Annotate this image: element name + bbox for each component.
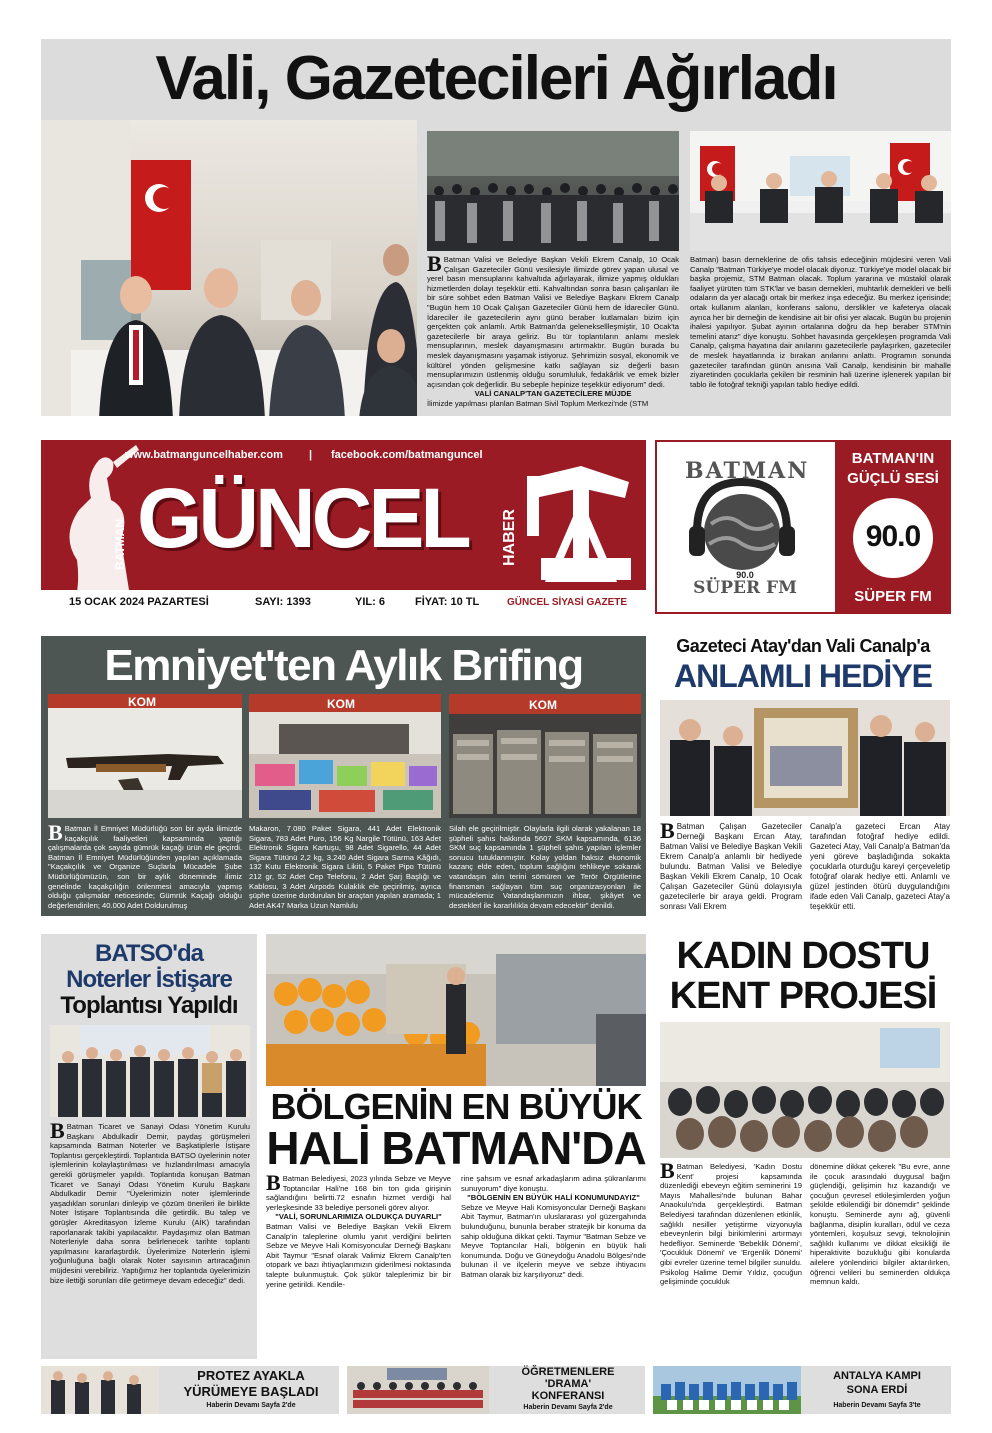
batso-text [50,1122,250,1356]
top-photo-group [427,131,679,251]
footer-teaser-1[interactable] [41,1366,339,1414]
radio-logo-bottom: SÜPER FM [693,578,797,598]
hal-col2b: Sebze ve Meyve Hali Komisyoncular Derneği Başkanı Abit Taymur, Batman'ın uluslararası yol güzergahında bulunduğunu, bununla beraber stratejik bir konuma da sahip olduğuna dikkat çekti. Taymur "Batman Sebze ve Meyve Toptancılar Hali, bölgenin en büyük hali konumunda. Doğu ve Güneydoğu Anadolu Bölgesi'nde bulunan il ve ilçelerin meyve ve sebze ihtiyacını Batman olarak biz karşılıyoruz" dedi. [461,1202,646,1279]
top-column-2: Batman) basın derneklerine de ofis tahsis edeceğinin müjdesini veren Vali Canalp "Batman Türkiye'ye model olacak diyoruz. Türkiye'ye model olacak bir başka projemiz, STM Batman olacak. Toplum yararına ve müstakil olarak faaliyet yürüten tüm STK'lar ve basın dernekleri, muhtarlık dernekleri ve belli odaların da yer alacağı ortak bir merkez inşa edeceğiz. Bu merkez içerisinde; ortak kullanım alanları, konferans salonu, derslikler ve kafeterya olacak ayrıca her bir derneğin de kendisine ait bir ofisi yer alacak. Bugün bu projenin ihalesi yapılıyor. Şubat ayının ortalarına doğru da hep beraber STM'nin temelini atarız" diye konuştu. Sohbet havasında gerçekleşen programda Vali Canalp, çalışma hayatına dair anılarını gazetecilerle paylaşırken, gazeteciler de meslek hayatlarında iz bırakan anılarını anlattı. Programın sonunda gazeteciler tarafından günün anısına Vali Canalp, kendisinin bir mahalle ziyaretinden çocuklarla çekilen bir resminin hali üzerine işlenerek yapılan bir tablo ile fotoğraf tekniği yapılan tablo hediye edildi. [690,255,951,389]
radio-logo-freq: 90.0 [736,570,754,580]
masthead-slogan: GÜNCEL SİYASİ GAZETE [507,597,628,608]
kadin-column-2: dönemine dikkat çekerek "Bu evre, anne ile çocuk arasındaki duygusal bağın güçlendiği, gelişimin hız kazandığı ve çocuğun çevresel etkileşimlerden yoğun şekilde etkilendiği bir dönemdir" şeklinde konuştu. Seminerde aynı ağ, güvenli bağlanma, disiplin kuralları, ödül ve ceza yöntemleri, koşulsuz sevgi, teknolojinin sağlıklı kullanımı ve dikkat eksikliği ile hiperaktivite bozukluğu gibi konularda ailelere yönlendirici bilgiler aktarılırken, öğrenci velileri bu seminerden oldukça memnun kaldı. [810,1162,950,1287]
brifing-photo-packs-art [449,694,641,818]
brifing-headline: Emniyet'ten Aylık Brifing [104,641,583,690]
footer-2-more[interactable]: Haberin Devamı Sayfa 2'de [523,1404,613,1411]
footer-2-title-3: KONFERANSI [531,1390,605,1402]
hal-photo-art [266,934,646,1086]
issue-number: SAYI: 1393 [255,596,311,608]
top-photo-group-art [427,131,679,251]
kom-sign-2: KOM [327,697,355,711]
atay-headline: ANLAMLI HEDİYE [674,658,932,694]
footer-1-title-2: YÜRÜMEYE BAŞLADI [183,1384,319,1399]
masthead-logo: GÜNCEL [137,471,468,565]
brifing-column-2: Makaron, 7.080 Paket Sigara, 441 Adet Elektronik Sigara, 783 Adet Puro, 156 Kg Nargile Tütünü, 163 Adet Elektronik Sigara Kartuşu, 98 Adet Sigarello, 44 Adet Sigara Tütünü 2,2 kg, 3.240 Adet Sigara Sarma Kâğıdı, 132 Kutu Elektronik Sigara Likiti, 5 Paket Pipo Tütünü 212 gr, 52 Adet Cep Telefonu, 2 Adet Şarj Başlığı ve Kablosu, 3 Adet Airpods Kulaklık ele geçirilmiş, ayrıca şüphe üzerine durdurulan bir araçtan yapılan aramada; 1 Adet AK47 Marka Uzun Namlulu [249,824,441,910]
hal-col2a: rine şahsım ve esnaf arkadaşlarım adına şükranlarımı sunuyorum" diye konuştu. [461,1174,646,1193]
top-photo-panel [690,131,951,251]
footer-3-title-1: ANTALYA KAMPI [833,1370,921,1382]
brifing-column-3: Silah ele geçirilmiştir. Olaylarla ilgili olarak yakalanan 18 şüpheli şahıs hakkında 5607 SKM kapsamında, 6136 SKM suç kapsamında 1 şüpheli şahıs yapılan işlemler sonucu tutuklanmıştır. Kolay yoldan haksız ekonomik kazanç elde eden, toplum sağlığını tehlikeye sokarak vatandaşın alın terini sömüren ve Terör Örgütlerine finansman sağlayan tüm suç organizasyonları ile mücadelemiz Vatandaşlarımızın ihbar, şikâyet ve desteklerl ile kararlılıkla devam edecektir" denildi. [449,824,641,910]
batso-dropcap: B [50,1122,65,1143]
issue-date: 15 OCAK 2024 PAZARTESİ [69,596,209,608]
hal-column-2 [461,1174,646,1358]
radio-side [835,442,951,612]
kadin-col1-body: Batman Belediyesi, 'Kadın Dostu Kent' projesi kapsamında düzenlediği ebeveyn eğitim seminerini 19 Mayıs Mahallesi'nde bulunan Bahar Anaokulu'nda gerçekleştirdi. Batman Belediyesi tarafından düzenlenen etkinlik, sağlıklı nesiller yetiştirme vizyonuyla ebeveynlerin bilgi birikimlerini artırmayı hedefliyor. Seminerde 'Bebeklik Dönemi', 'Çocukluk Dönemi' ve 'Ergenlik Dönemi' gibi evreler üzerine temel bilgiler sunuldu. Psikolog Halime Demir Yıldız, çocuğun gelişiminde çocukluk [660,1162,802,1287]
hal-photo [266,934,646,1086]
atay-column-1 [660,822,802,922]
atay-photo-art [660,700,950,816]
brifing-photo-goods [249,694,441,818]
hal-headline-2: HALİ BATMAN'DA [266,1122,646,1174]
masthead-facebook[interactable]: facebook.com/batmanguncel [331,449,483,461]
footer-2-title-2: 'DRAMA' [544,1378,592,1390]
top-column-1 [427,255,679,413]
masthead [41,440,646,614]
masthead-batman: BATMAN [113,518,127,570]
atay-photo [660,700,950,816]
top-col1-end: İlimizde yapılması planlan Batman Sivil Toplum Merkezi'nde (STM [427,398,649,408]
radio-ad [655,440,951,614]
kom-sign-1: KOM [128,695,156,709]
batso-body: Batman Ticaret ve Sanayi Odası Yönetim Kurulu Başkanı Abdulkadir Demir, paydaş görüşmeleri kapsamında Batman Noterler ve Başkatiplerle İstişare Toplantısı gerçekleştirdi. Toplantıda BATSO üyelerinin noter işlemlerinin kolaylaştırılması ve hızlandırılması amacıyla gerekli görüşmeler yapıldı. Toplantıda konuşan Batman Ticaret ve Sanayi Odası Yönetim Kurulu Başkanı Abdulkadir Demir "Üyelerimizin noter işlemlerinde yaşadıkları sorunları dinleyip ve çözüm önerileri ile birlikte Noter İstişare Toplantısında dile getirdik. Bu talep ve görüşler Akreditasyon İzleme Kurulu (AİK) tarafından raporlanarak takibi yapılacaktır. Paydaşımız olan Batman Noterleriyle daha sonra belirlenecek tarihte toplantı yapılmasını kararlaştırdık. Üyelerimize Noterlerin işlemi yoğunluğuna bağlı olarak Noter sayısının artıracağının müjdesini verebiliriz. Yaptığımız her toplantıda üyelerimizin bize ilettiği sorunları dile getirmeye devam edeceğiz" dedi. [50,1122,250,1285]
top-col1-subhead: VALİ CANALP'TAN GAZETECİLERE MÜJDE [474,389,632,399]
batso-photo-art [50,1025,250,1117]
radio-logo-top: BATMAN [685,458,810,484]
kadin-photo-art [660,1022,950,1158]
footer-3-title-2: SONA ERDİ [846,1384,908,1396]
top-dropcap: B [427,255,442,276]
footer-teaser-2[interactable] [347,1366,645,1414]
brifing-photo-packs [449,694,641,818]
kadin-headline-1: KADIN DOSTU [676,935,930,977]
hal-subhead-1: "VALİ, SORUNLARIMIZA OLDUKÇA DUYARLI" [275,1212,442,1222]
oil-pump-icon [521,448,643,588]
batso-headline-2: Noterler İstişare [66,966,232,993]
radio-tagline-2: GÜÇLÜ SESİ [847,470,939,487]
hal-headline-1: BÖLGENİN EN BÜYÜK [270,1086,642,1127]
batso-headline-3: Toplantısı Yapıldı [60,992,238,1019]
hal-column-1 [266,1174,451,1358]
footer-1-more[interactable]: Haberin Devamı Sayfa 2'de [206,1402,296,1409]
atay-dropcap: B [660,822,675,843]
top-photo-main [41,120,417,416]
atay-col1-body: Batman Çalışan Gazeteciler Derneği Başkanı Ercan Atay, Batman Valisi ve Belediye Başkan Vekili Ekrem Canalp'a anlamlı bir hediyede bulundu. Batman Valisi ve Belediye Başkan Vekili Ekrem Canalp, 10 Ocak Çalışan Gazeteciler Günü dolayısıyla gazetecilerle bir araya geldi. Program sonrası Vali Ekrem [660,822,802,911]
brifing-photo-goods-art [249,694,441,818]
footer-1-title-1: PROTEZ AYAKLA [197,1368,305,1383]
footer-photo-3 [653,1366,801,1414]
kadin-dropcap: B [660,1162,675,1183]
kadin-photo [660,1022,950,1158]
atay-column-2: Canalp'a gazeteci Ercan Atay tarafından fotoğraf hediye edildi. Gazeteci Atay, Vali Canalp'a Batman'da yeni göreve başladığında sokakta çocuklarla oturduğu kareyi çerçeveletip fotoğraf olarak hediye etti. Anlamlı ve güzel jestinden ötürü duygulandığını ifade eden Vali Canalp, gazeteci Atay'a teşekkür etti. [810,822,950,911]
footer-3-more[interactable]: Haberin Devamı Sayfa 3'te [833,1402,921,1409]
hal-col1a: Batman Belediyesi, 2023 yılında Sebze ve Meyve Toptancılar Hali'ne 168 bin ton gıda girişinin sağlandığını belirtti.72 esnafın hizmet verdiği hal yerleşkesinde 33 belediye personeli görev alıyor. [266,1174,451,1212]
brifing-photo-rifle [48,694,242,818]
hal-dropcap: B [266,1174,281,1195]
top-col1-body: Batman Valisi ve Belediye Başkan Vekili Ekrem Canalp, 10 Ocak Çalışan Gazeteciler Günü vesilesiyle ilimizde görev yapan ulusal ve yerel basın mensuplarını kahvaltıda ağırlayarak, ilimize yapmış oldukları hizmetlerden dolayı teşekkür etti. Kahvaltından sonra basın çalışanları ile bir süre sohbet eden Batman Valisi ve Belediye Başkanı Ekrem Canalp "Bugün hem 10 Ocak Çalışan Gazeteciler Günü hem de İdareciler Günü. İdareciler ile gazetecilerin aynı günü beraber kutlamaları bizim için gerçekten çok anlamlı. Artık Batman'da geleneksellleşmiştir, 10 Ocak'ta gazetecilerle bir araya geliriz. Bu tür toplantıların anlamı meslek mensuplarının, meslek dayanışmasını artırmaktır. Bugün burada bu meslek dayanışmasını yaşamak istiyoruz. Şehrimizin sosyal, ekonomik ve kültürel yönden gelişmesine katkı sağlayan siz değerli basın mensuplarımızın üstlenmiş olduğu sorumluluk, fedakârlık ve emek bizler açısından çok değerlidir. Bu sebeple hepinize teşekkür ediyorum" dedi. [427,255,679,389]
brifing-col1-body: Batman İl Emniyet Müdürlüğü son bir ayda ilimizde kaçakçılık faaliyetleri kapsamında yaptığı çalışmalarda çok sayıda gümrük kaçağı ürün ele geçirdi. Batman İl Emniyet Müdürlüğünden yapılan açıklamada "Kaçakçılık ve Organize Suçlarla Mücadele Şube Müdürlüğümüzün, son bir aylık döneminde ilimiz genelinde kaçakçılığın önlenmesi amacıyla yapmış olduğu çalışmalar neticesinde; Gümrük Kaçağı olduğu değerlendirilen; 40.000 Adet Doldurulmuş [48,824,242,910]
brifing-column-1 [48,824,242,912]
issue-year: YIL: 6 [355,596,385,608]
top-photo-panel-art [690,131,951,251]
kom-sign-3: KOM [529,698,557,712]
hal-col1b: Batman Valisi ve Belediye Başkan Vekili Ekrem Canalp'in taleplerine olumlu yanıt verdiğini belirten Sebze ve Meyve Hali Komisyoncular Derneği Başkanı Abit Taymur "Esnaf olarak Valimiz Ekrem Canalp'ten otopark ve bazı ihtiyaçlarımızın giderilmesi noktasında talepte bulunmuştuk. Çok şükür taleplerimiz bir bir yerine getirildi. Kendile- [266,1221,451,1289]
masthead-haber: HABER [501,509,518,566]
kadin-headline-2: KENT PROJESİ [669,975,937,1017]
masthead-separator: | [309,449,313,461]
footer-photo-1 [41,1366,159,1414]
brifing-dropcap: B [48,824,63,845]
footer-photo-2 [347,1366,489,1414]
footer-2-title-1: ÖĞRETMENLERE [521,1366,615,1378]
hal-subhead-2: "BÖLGENİN EN BÜYÜK HALİ KONUMUNDAYIZ" [467,1193,640,1203]
radio-name: SÜPER FM [854,588,932,605]
batso-headline-1: BATSO'da [95,940,203,967]
footer-teaser-3[interactable] [653,1366,951,1414]
batso-photo [50,1025,250,1117]
radio-frequency: 90.0 [865,520,921,553]
top-headline: Vali, Gazetecileri Ağırladı [155,44,837,113]
atay-kicker: Gazeteci Atay'dan Vali Canalp'a [676,636,930,656]
issue-price: FİYAT: 10 TL [415,596,480,608]
masthead-web[interactable]: www.batmanguncelhaber.com [125,449,283,461]
kadin-column-1 [660,1162,802,1358]
brifing-photo-rifle-art [48,694,242,818]
top-photo-main-art [41,120,417,416]
radio-tagline-1: BATMAN'IN [851,450,935,467]
